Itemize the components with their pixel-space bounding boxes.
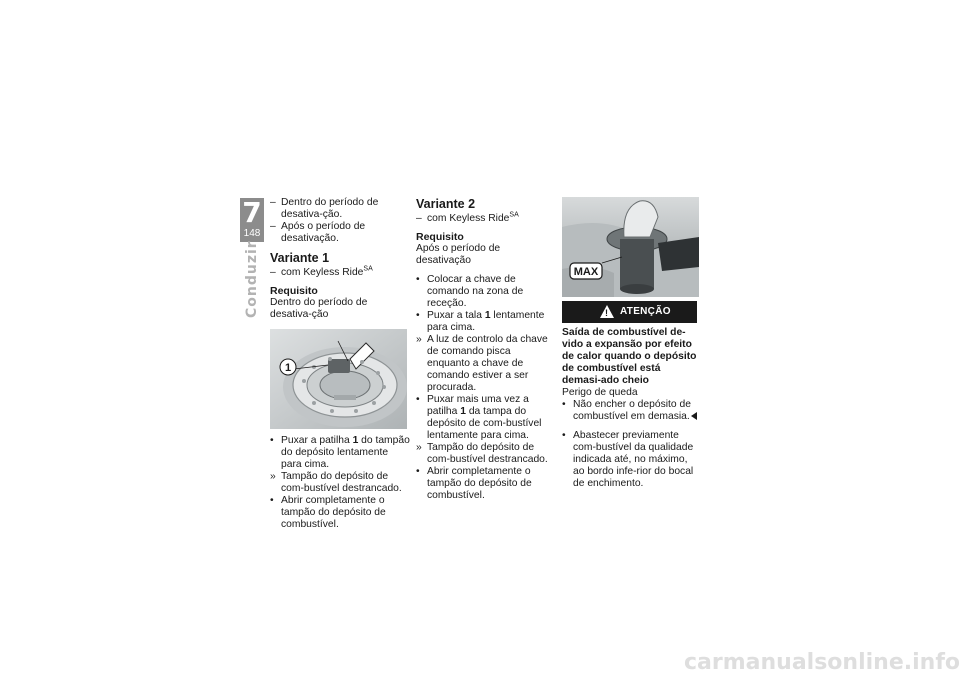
list-item: • Não encher o depósito de combustível em demasia. xyxy=(562,399,700,423)
page-number: 148 xyxy=(243,228,261,239)
sa-superscript: SA xyxy=(363,265,373,273)
watermark: carmanualsonline.info xyxy=(684,650,960,675)
exclamation-icon: ! xyxy=(605,308,608,318)
warning-heading: Saída de combustível de-vido a expansão por efeito de calor quando o depósito de combustível está demasi-ado cheio xyxy=(562,327,697,386)
list-item: • Abastecer previamente com-bustível da qualidade indicada até, no máximo, ao bordo infe-rior do bocal de enchimento. xyxy=(562,430,694,489)
section-heading-variante-2: Variante 2 xyxy=(416,197,476,211)
list-item: • Abrir completamente o tampão do depósito de combustível. xyxy=(416,466,532,501)
keyless-item: – com Keyless Ride$^{SA}$ xyxy=(416,211,519,224)
column-1 xyxy=(270,197,410,531)
warning-subtitle: Perigo de queda xyxy=(562,387,638,398)
fuel-filler-max-illustration xyxy=(562,197,699,297)
warning-label: ATENÇÃO xyxy=(620,306,671,317)
list-item: » Tampão do depósito de com-bustível destrancado. xyxy=(416,442,548,465)
list-item: • Puxar mais uma vez a patilha 1 da tampa do depósito de com-bustível lentamente para cima. xyxy=(416,394,542,441)
list-item: » A luz de controlo da chave de comando pisca enquanto a chave de comando estiver a ser procurada. xyxy=(416,334,548,393)
requisito-text: Dentro do período de desativa-ção xyxy=(270,297,368,320)
max-label: MAX xyxy=(573,266,599,278)
requisito-heading: Requisito xyxy=(416,231,464,243)
column-3 xyxy=(562,197,700,490)
section-heading-variante-1: Variante 1 xyxy=(270,251,330,265)
list-item: • Colocar a chave de comando na zona de receção. xyxy=(416,274,524,309)
fuel-cap-illustration xyxy=(270,329,407,429)
requisito-heading: Requisito xyxy=(270,285,318,297)
requisito-text: Após o período de desativação xyxy=(416,243,501,266)
column-2 xyxy=(416,197,551,502)
list-item: • Abrir completamente o tampão do depósito de combustível. xyxy=(270,495,386,530)
list-item: – Dentro do período de desativa-ção. xyxy=(270,197,379,220)
list-item: • Puxar a tala 1 lentamente para cima. xyxy=(416,310,545,333)
list-item: – Após o período de desativação. xyxy=(270,221,366,244)
list-item: » Tampão do depósito de com-bustível destrancado. xyxy=(270,471,402,494)
keyless-item: – com Keyless Ride$^{SA}$ xyxy=(270,265,373,278)
chapter-tab xyxy=(240,198,264,242)
warning-banner xyxy=(562,301,697,323)
chapter-number: 7 xyxy=(242,196,262,229)
chapter-side-label: Conduzir xyxy=(244,240,260,318)
sa-superscript: SA xyxy=(509,211,519,219)
list-item: • Puxar a patilha 1 do tampão do depósito lentamente para cima. xyxy=(270,435,410,470)
end-of-warning-icon xyxy=(691,412,697,420)
image-callout-1: 1 xyxy=(284,362,292,374)
